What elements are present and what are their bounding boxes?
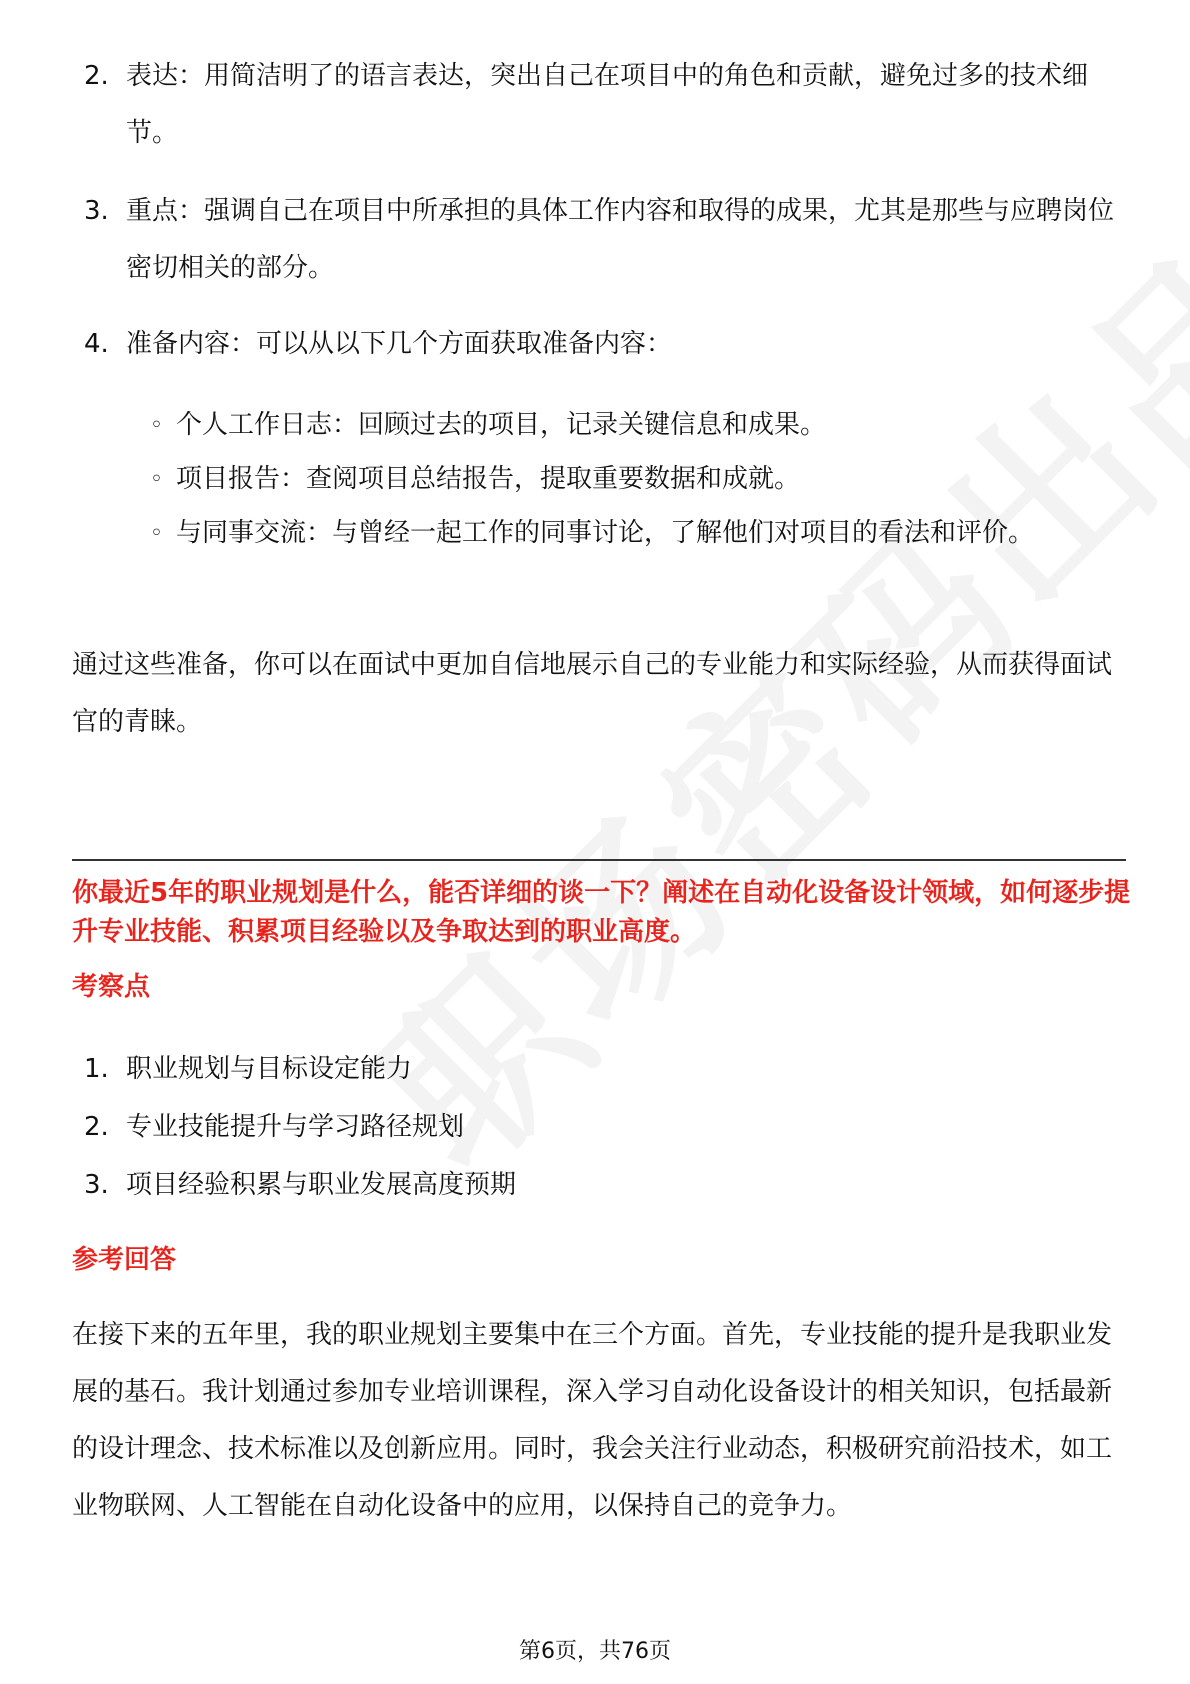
bullet-icon: ◦ (150, 467, 163, 492)
list-text: 重点：强调自己在项目中所承担的具体工作内容和取得的成果，尤其是那些与应聘岗位密切相关的部分。 (126, 196, 1115, 283)
list-text: 专业技能提升与学习路径规划 (126, 1112, 465, 1142)
reference-answer-heading: 参考回答 (72, 1245, 177, 1275)
list-text: 表达：用简洁明了的语言表达，突出自己在项目中的角色和贡献，避免过多的技术细节。 (126, 61, 1089, 148)
list-number: 4. (84, 329, 109, 359)
list-text: 职业规划与目标设定能力 (126, 1054, 413, 1084)
list-text: 准备内容：可以从以下几个方面获取准备内容： (126, 329, 673, 359)
list-item (84, 1041, 1114, 1098)
list-item (84, 48, 1114, 162)
list-text: 项目经验积累与职业发展高度预期 (126, 1170, 517, 1200)
list-item (84, 1099, 1114, 1156)
list-number: 1. (84, 1054, 109, 1084)
list-number: 3. (84, 1170, 109, 1200)
bullet-icon: ◦ (150, 521, 163, 546)
question-title: 你最近5年的职业规划是什么，能否详细的谈一下？阐述在自动化设备设计领域，如何逐步提升专业技能、积累项目经验以及争取达到的职业高度。 (72, 878, 1131, 947)
sub-list-item (150, 505, 1090, 562)
sub-list-text: 个人工作日志：回顾过去的项目，记录关键信息和成果。 (176, 410, 827, 440)
sub-list-item (150, 397, 1090, 454)
sub-list-text: 与同事交流：与曾经一起工作的同事讨论，了解他们对项目的看法和评价。 (176, 518, 1035, 548)
reference-answer-paragraph: 在接下来的五年里，我的职业规划主要集中在三个方面。首先，专业技能的提升是我职业发展的基石。我计划通过参加专业培训课程，深入学习自动化设备设计的相关知识，包括最新的设计理念、技术标准以及创新应用。同时，我会关注行业动态，积极研究前沿技术，如工业物联网、人工智能在自动化设备中的应用，以保持自己的竞争力。 (72, 1320, 1113, 1521)
closing-paragraph: 通过这些准备，你可以在面试中更加自信地展示自己的专业能力和实际经验，从而获得面试官的青睐。 (72, 650, 1113, 737)
list-number: 2. (84, 61, 109, 91)
list-number: 2. (84, 1112, 109, 1142)
bullet-icon: ◦ (150, 413, 163, 438)
list-item (84, 316, 1114, 373)
section-divider (72, 859, 1126, 861)
sub-list-item (150, 451, 1090, 508)
key-points-heading: 考察点 (72, 972, 151, 1002)
list-number: 3. (84, 196, 109, 226)
sub-list-text: 项目报告：查阅项目总结报告，提取重要数据和成就。 (176, 464, 801, 494)
list-item (84, 183, 1114, 297)
page-footer: 第6页，共76页 (519, 1639, 671, 1664)
list-item (84, 1157, 1114, 1214)
